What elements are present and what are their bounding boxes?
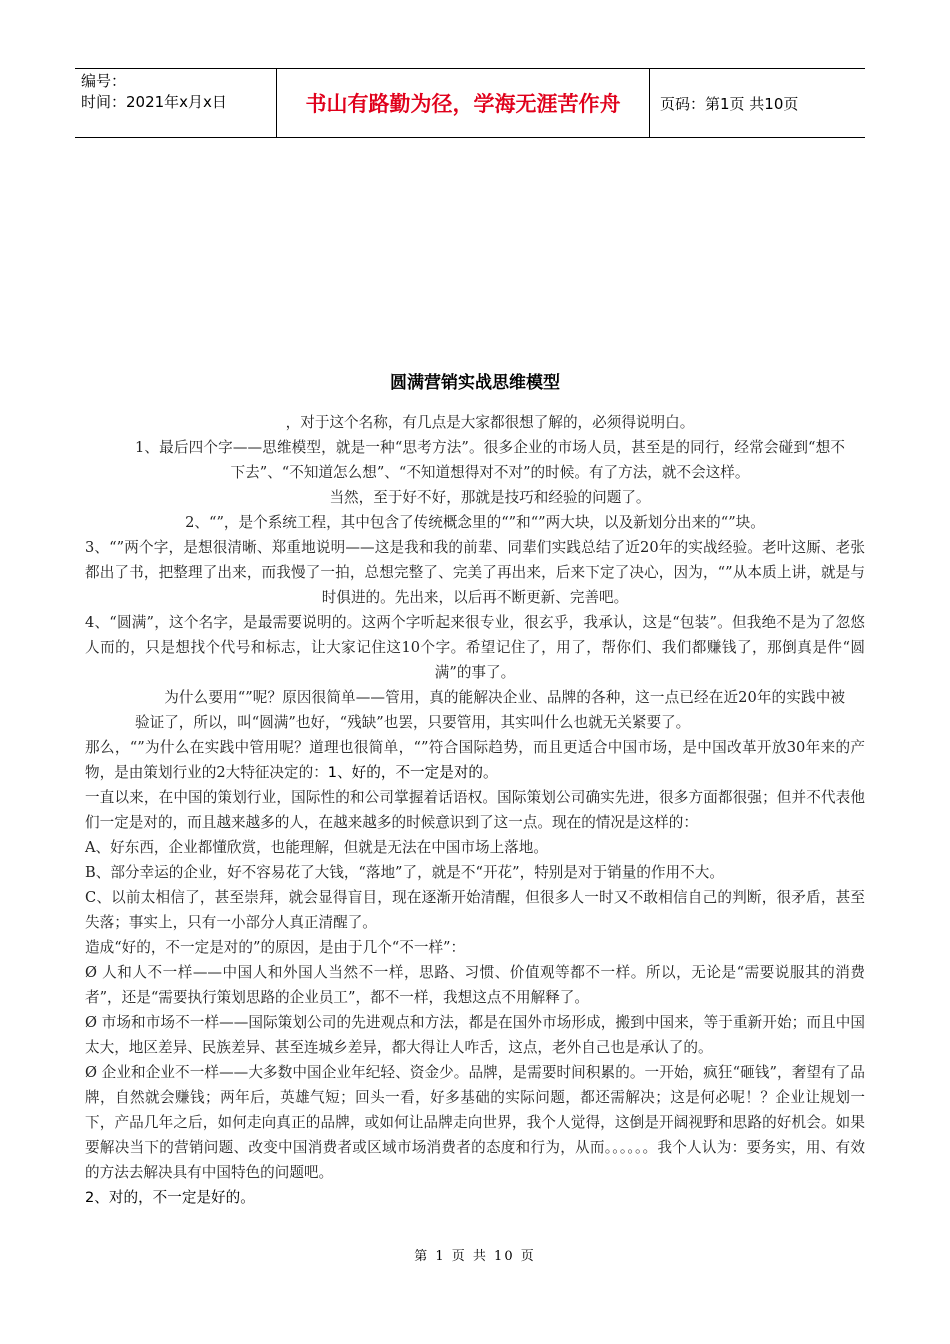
document-title: 圆满营销实战思维模型 bbox=[390, 373, 560, 393]
paragraph: 3、“”两个字，是想很清晰、郑重地说明——这是我和我的前辈、同辈们实践总结了近20年的实战经验。老叶这厮、老张都出了书，把整理了出来，而我慢了一拍，总想完整了、完美了再出来，后来下定了决心，因为，“”从本质上讲，就是与时俱进的。先出来，以后再不断更新、完善吧。 bbox=[85, 539, 865, 606]
paragraph: 2、“”，是个系统工程，其中包含了传统概念里的“”和“”两大块，以及新划分出来的“”块。 bbox=[185, 514, 765, 531]
header-page-info: 页码：第1页 共10页 bbox=[660, 94, 799, 113]
intro-section bbox=[85, 410, 865, 510]
paragraph: 一直以来，在中国的策划行业，国际性的和公司掌握着话语权。国际策划公司确实先进，很多方面都很强；但并不代表他们一定是对的，而且越来越多的人，在越来越多的时候意识到了这一点。现在的情况是这样的： bbox=[85, 789, 865, 831]
bullet-paragraph: Ø 人和人不一样——中国人和外国人当然不一样，思路、习惯、价值观等都不一样。所以，无论是“需要说服其的消费者”，还是“需要执行策划思路的企业员工”，都不一样，我想这点不用解释了。 bbox=[85, 964, 865, 1006]
page-footer: 第 1 页 共 10 页 bbox=[414, 1249, 536, 1264]
paragraph: 造成“好的，不一定是对的”的原因，是由于几个“不一样”： bbox=[85, 939, 466, 956]
paragraph: 4、“圆满”，这个名字，是最需要说明的。这两个字听起来很专业，很玄乎，我承认，这是“包装”。但我绝不是为了忽悠人而的，只是想找个代号和标志，让大家记住这10个字。希望记住了，用了，帮你们、我们都赚钱了，那倒真是件“圆满”的事了。 bbox=[85, 614, 865, 681]
document-header bbox=[75, 68, 865, 138]
paragraph: 当然，至于好不好，那就是技巧和经验的问题了。 bbox=[329, 489, 651, 506]
header-meta-cell bbox=[75, 69, 277, 137]
section-heading-1: 1、好的，不一定是对的。 bbox=[327, 764, 498, 781]
document-body bbox=[85, 410, 865, 1210]
paragraph: 为什么要用“”呢？原因很简单——管用，真的能解决企业、品牌的各种，这一点已经在近20年的实践中被验证了，所以，叫“圆满”也好，“残缺”也罢，只要管用，其实叫什么也就无关紧要了。 bbox=[135, 689, 845, 731]
bullet-paragraph: Ø 企业和企业不一样——大多数中国企业年纪轻、资金少。品牌，是需要时间积累的。一开始，疯狂“砸钱”，奢望有了品牌，自然就会赚钱；两年后，英雄气短；回头一看，好多基础的实际问题，都还需解决；这是何必呢！？企业让规划一下，产品几年之后，如何走向真正的品牌，或如何让品牌走向世界，我个人觉得，这倒是开阔视野和思路的好机会。如果要解决当下的营销问题、改变中国消费者或区域市场消费者的态度和行为，从而。。。。。。我个人认为：要务实，用、有效的方法去解决具有中国特色的问题吧。 bbox=[85, 1064, 865, 1181]
why-section bbox=[85, 685, 865, 735]
paragraph: 1、最后四个字——思维模型，就是一种“思考方法”。很多企业的市场人员，甚至是的同行，经常会碰到“想不下去”、“不知道怎么想”、“不知道想得对不对”的时候。有了方法，就不会这样。 bbox=[135, 439, 845, 481]
document-date-label: 时间：2021年x月x日 bbox=[81, 93, 227, 111]
paragraph: ，对于这个名称，有几点是大家都很想了解的，必须得说明白。 bbox=[285, 414, 695, 431]
bullet-paragraph: Ø 市场和市场不一样——国际策划公司的先进观点和方法，都是在国外市场形成，搬到中国来，等于重新开始；而且中国太大，地区差异、民族差异、甚至连城乡差异，都大得让人咋舌，这点，老外自己也是承认了的。 bbox=[85, 1014, 865, 1056]
paragraph: A、好东西，企业都懂欣赏，也能理解，但就是无法在中国市场上落地。 bbox=[85, 839, 548, 856]
paragraph: B、部分幸运的企业，好不容易花了大钱，“落地”了，就是不“开花”，特别是对于销量的作用不大。 bbox=[85, 864, 724, 881]
section-heading-2: 2、对的，不一定是好的。 bbox=[85, 1189, 255, 1206]
paragraph-text: 那么，“”为什么在实践中管用呢？道理也很简单，“”符合国际趋势，而且更适合中国市场，是中国改革开放30年来的产物，是由策划行业的2大特征决定的： bbox=[85, 739, 865, 781]
paragraph: C、以前太相信了，甚至崇拜，就会显得盲目，现在逐渐开始清醒，但很多人一时又不敢相信自己的判断，很矛盾，甚至失落；事实上，只有一小部分人真正清醒了。 bbox=[85, 889, 865, 931]
paragraph bbox=[85, 735, 865, 785]
header-motto: 书山有路勤为径，学海无涯苦作舟 bbox=[277, 69, 650, 137]
document-number-label: 编号： bbox=[81, 72, 127, 90]
